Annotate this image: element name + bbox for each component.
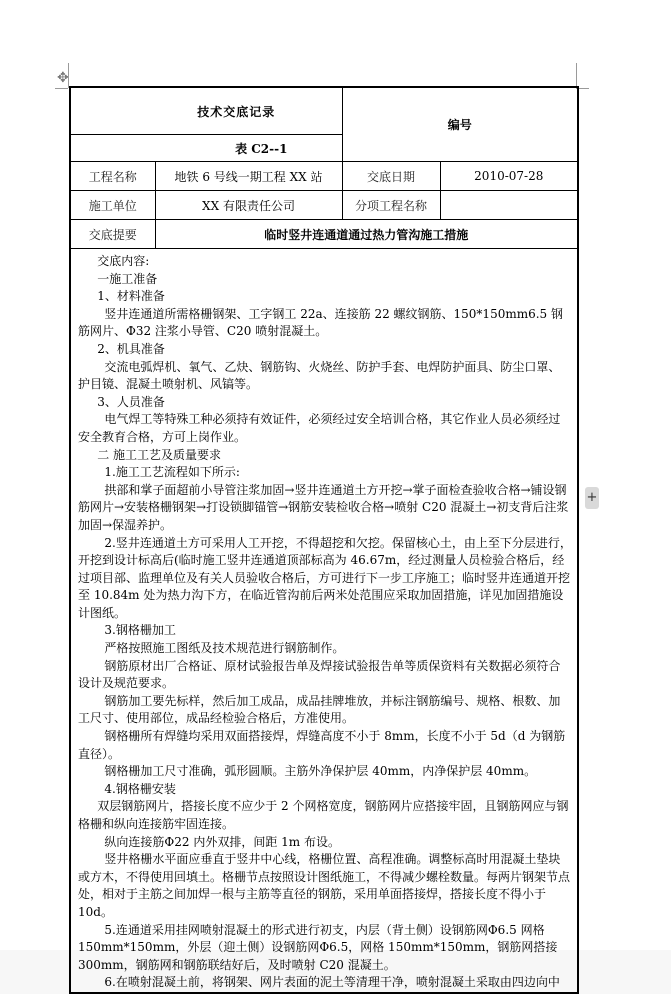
paragraph: 纵向连接筋Φ22 内外双排，间距 1m 布设。 — [104, 834, 340, 849]
paragraph: 钢筋原材出厂合格证、原材试验报告单及焊接试验报告单等质保资料有关数据必须符合设计及规范要求。 — [78, 658, 561, 691]
paragraph: 钢格栅加工尺寸准确，弧形圆顺。主筋外净保护层 40mm，内净保护层 40mm。 — [104, 764, 537, 779]
paragraph: 双层钢筋网片，搭接长度不应少于 2 个网格宽度，钢筋网片应搭接牢固，且钢筋网应与钢格栅和纵向连接筋牢固连接。 — [78, 799, 569, 831]
subsection-heading: 4.钢格栅安装 — [104, 781, 176, 796]
paragraph: 6.在喷射混凝土前，将钢架、网片表面的泥土等清理干净，喷射混凝土采取由四边向中 — [104, 975, 560, 990]
paragraph: 电气焊工等特殊工种必须持有效证件，必须经过安全培训合格，其它作业人员必须经过安全教育合格，方可上岗作业。 — [78, 412, 561, 444]
disclosure-date-label: 交底日期 — [342, 162, 440, 191]
subsection-heading: 3.钢格栅加工 — [104, 623, 176, 638]
form-number: 表 C2--1 — [70, 135, 342, 162]
subsection-heading: 2、机具准备 — [97, 341, 165, 356]
paragraph: 钢筋加工要先标样，然后加工成品，成品挂牌堆放，并标注钢筋编号、规格、根数、加工尺寸、使用部位，成品经检验合格后，方准使用。 — [78, 693, 561, 726]
table-move-handle-icon[interactable]: ✥ — [57, 70, 69, 86]
subsection-heading: 1、材料准备 — [97, 289, 165, 304]
margin-corner-mark — [68, 63, 69, 88]
subitem-name-label: 分项工程名称 — [342, 191, 440, 220]
form-title: 技术交底记录 — [70, 87, 342, 135]
section-heading: 二 施工工艺及质量要求 — [97, 447, 222, 462]
subsection-heading: 1.施工工艺流程如下所示: — [104, 465, 240, 480]
paragraph: 2.竖井连通道土方可采用人工开挖，不得超挖和欠挖。保留核心土，由上至下分层进行，开挖到设计标高后(临时施工竖井连通道顶部标高为 46.67m，经过测量人员检验合格后，经过项目部、监理单位及有关人员验收合格后，方可进行下一步工序施工；临时竖井连通道开挖至 10.84m 处为热力沟下方，在临近管沟前后两米处范围应采取加固措施，详见加固措施设计图纸。 — [78, 535, 572, 620]
subitem-name-value[interactable] — [440, 191, 578, 220]
paragraph: 竖井格栅水平面应垂直于竖井中心线，格栅位置、高程准确。调整标高时用混凝土垫块或方木，不得使用回填土。格栅节点按照设计图纸施工，不得减少螺栓数量。每两片钢架节点处，相对于主筋之间加焊一根与主筋等直径的钢筋，采用单面搭接焊，搭接长度不得小于 10d。 — [78, 852, 571, 919]
disclosure-record-table — [69, 86, 579, 994]
project-name-value[interactable]: 地铁 6 号线一期工程 XX 站 — [155, 162, 342, 191]
paragraph: 竖井连通道所需格栅钢架、工字钢工 22a、连接筋 22 螺纹钢筋、150*150mm6.5 钢筋网片、Φ32 注浆小导管、C20 喷射混凝土。 — [78, 306, 563, 339]
disclosure-date-value[interactable]: 2010-07-28 — [440, 162, 578, 191]
section-heading: 一施工准备 — [97, 271, 158, 286]
margin-corner-mark — [55, 88, 68, 89]
project-name-label: 工程名称 — [70, 162, 155, 191]
summary-value[interactable]: 临时竖井连通道通过热力管沟施工措施 — [155, 220, 578, 249]
paragraph: 5.连通道采用挂网喷射混凝土的形式进行初支，内层（背土侧）设钢筋网Φ6.5 网格 150mm*150mm，外层（迎土侧）设钢筋网Φ6.5，网格 150mm*150mm，钢筋网搭接 300mm，钢筋网和钢筋联结好后，及时喷射 C20 混凝土。 — [78, 922, 558, 972]
paragraph: 严格按照施工图纸及技术规范进行钢筋制作。 — [104, 641, 345, 656]
paragraph: 钢格栅所有焊缝均采用双面搭接焊，焊缝高度不小于 8mm，长度不小于 5d（d 为钢筋直径）。 — [78, 729, 566, 761]
content-heading: 交底内容: — [97, 254, 150, 268]
construction-unit-value[interactable]: XX 有限责任公司 — [155, 191, 342, 220]
add-column-icon[interactable]: + — [585, 487, 599, 509]
summary-label: 交底提要 — [70, 220, 155, 249]
margin-corner-mark — [576, 63, 577, 88]
paragraph: 拱部和掌子面超前小导管注浆加固→竖井连通道土方开挖→掌子面检查验收合格→铺设钢筋网片→安装格栅钢架→打设锁脚锚管→钢筋安装检收合格→喷射 C20 混凝土→初支背后注浆加固→保湿养护。 — [78, 482, 569, 532]
subsection-heading: 3、人员准备 — [97, 394, 165, 409]
number-label: 编号 — [342, 87, 578, 162]
construction-unit-label: 施工单位 — [70, 191, 155, 220]
paragraph: 交流电弧焊机、氧气、乙炔、钢筋钩、火烧丝、防护手套、电焊防护面具、防尘口罩、护目镜、混凝土喷射机、风镐等。 — [78, 359, 561, 392]
disclosure-content[interactable] — [70, 249, 578, 993]
